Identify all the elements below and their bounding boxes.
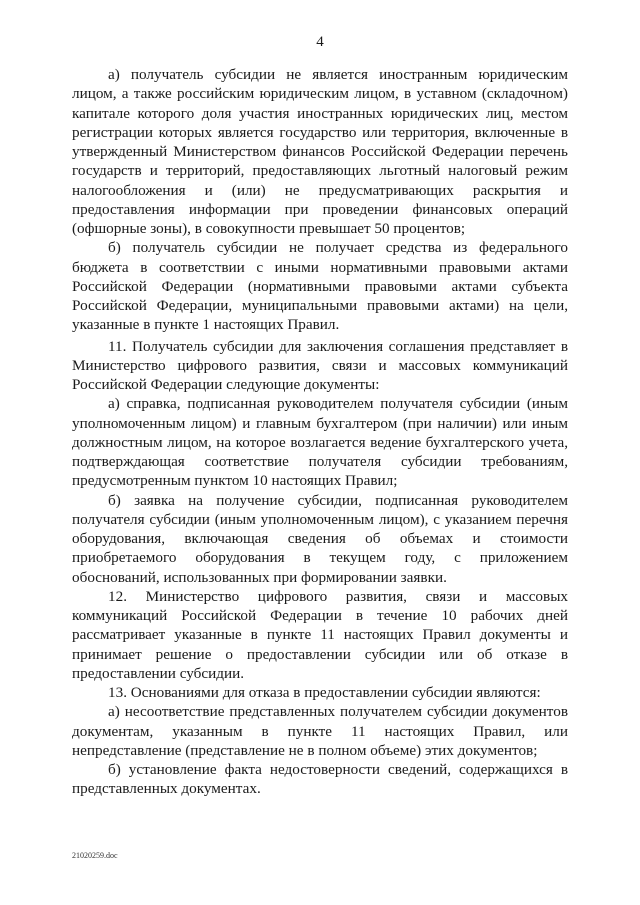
- paragraph-13a: а) несоответствие представленных получателем субсидии документов документам, указанным в пункте 11 настоящих Правил, или непредставление (представление не в полном объеме) этих документов;: [72, 703, 568, 759]
- paragraph-11a: а) справка, подписанная руководителем получателя субсидии (иным уполномоченным лицом) и главным бухгалтером (при наличии) или иным должностным лицом, на которое возлагается ведение бухгалтерского учета, подтверждающая соответствие получателя субсидии требованиям, предусмотренным пунктом 10 настоящих Правил;: [72, 395, 568, 490]
- paragraph-13b: б) установление факта недостоверности сведений, содержащихся в представленных документах.: [72, 761, 568, 798]
- document-body: [72, 65, 568, 799]
- page-number: 4: [316, 34, 324, 50]
- paragraph-11: 11. Получатель субсидии для заключения соглашения представляет в Министерство цифрового развития, связи и массовых коммуникаций Российской Федерации следующие документы:: [72, 337, 568, 393]
- paragraph-11b: б) заявка на получение субсидии, подписанная руководителем получателя субсидии (иным уполномоченным лицом), с указанием перечня оборудования, включающая сведения об объемах и стоимости приобретаемого оборудования в текущем году, с приложением обоснований, использованных при формировании заявки.: [72, 491, 568, 586]
- paragraph-10a: а) получатель субсидии не является иностранным юридическим лицом, а также российским юридическим лицом, в уставном (складочном) капитале которого доля участия иностранных юридических лиц, местом регистрации которых является государство или территория, включенные в утвержденный Министерством финансов Российской Федерации перечень государств и территорий, предоставляющих льготный налоговый режим налогообложения и (или) не предусматривающих раскрытия и предоставления информации при проведении финансовых операций (офшорные зоны), в совокупности превышает 50 процентов;: [72, 66, 568, 237]
- paragraph-13: 13. Основаниями для отказа в предоставлении субсидии являются:: [108, 684, 541, 701]
- file-name-footer: 21020259.doc: [72, 851, 118, 860]
- paragraph-10b: б) получатель субсидии не получает средства из федерального бюджета в соответствии с иными нормативными правовыми актами Российской Федерации (нормативными правовыми актами субъекта Российской Федерации, муниципальными правовыми актами) на цели, указанные в пункте 1 настоящих Правил.: [72, 239, 568, 334]
- paragraph-12: 12. Министерство цифрового развития, связи и массовых коммуникаций Российской Федерации в течение 10 рабочих дней рассматривает указанные в пункте 11 настоящих Правил документы и принимает решение о предоставлении субсидии или об отказе в предоставлении субсидии.: [72, 587, 568, 682]
